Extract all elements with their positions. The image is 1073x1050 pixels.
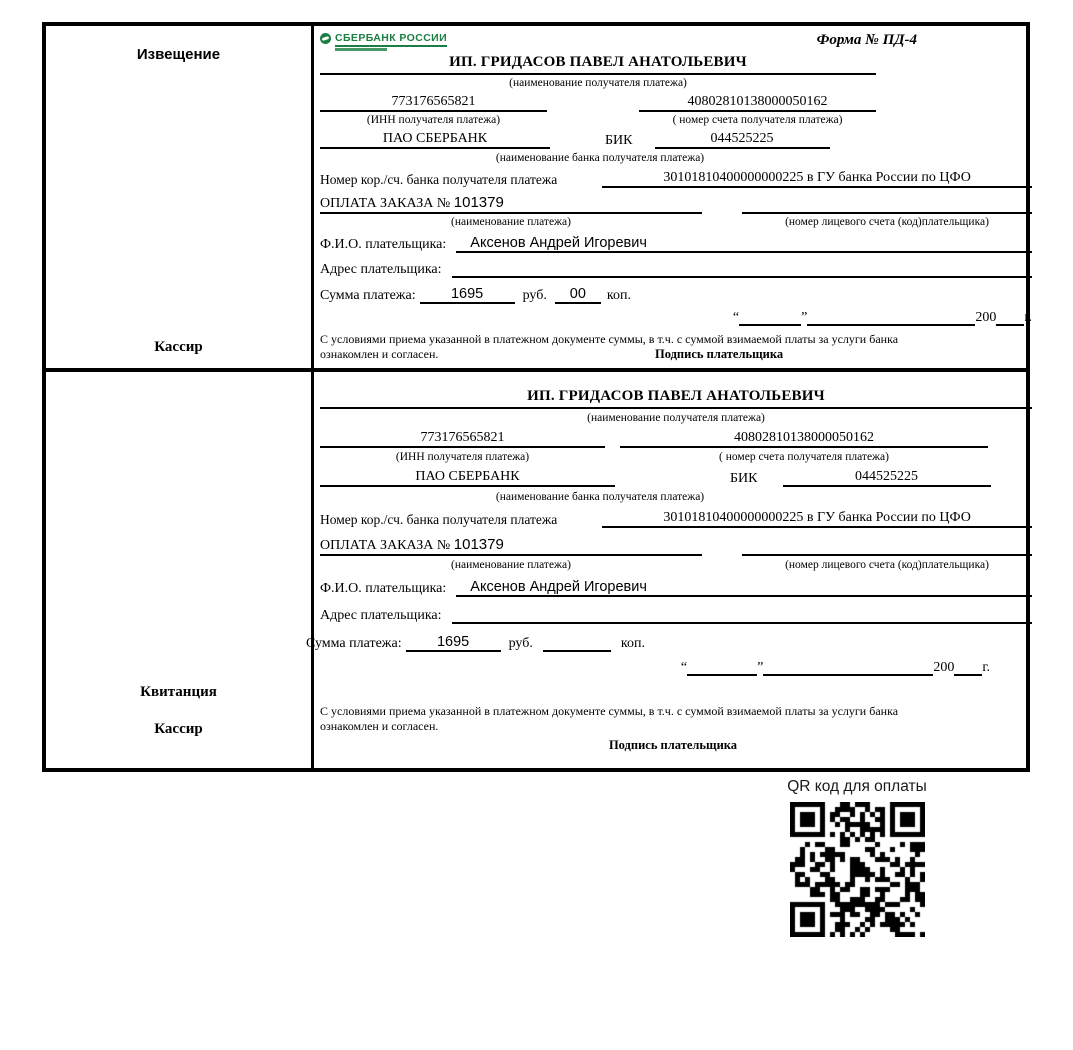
quote-close-2: ” bbox=[757, 660, 764, 675]
payer-name-label-2: Ф.И.О. плательщика: bbox=[320, 581, 447, 596]
amount-kop-value: 00 bbox=[555, 286, 601, 304]
notice-stub-label: Извещение bbox=[136, 46, 221, 63]
payment-name-hint-2: (наименование платежа) bbox=[451, 559, 571, 571]
payment-name-hint: (наименование платежа) bbox=[451, 216, 571, 228]
qr-code-icon bbox=[790, 802, 925, 937]
terms-line1: С условиями приема указанной в платежном документе суммы, в т.ч. с суммой взимаемой платы за услуги банка bbox=[320, 332, 899, 346]
year-prefix: 200 bbox=[975, 310, 997, 325]
date-year-blank bbox=[996, 310, 1024, 326]
qr-title: QR код для оплаты bbox=[787, 778, 927, 795]
payer-name-value-2: Аксенов Андрей Игоревич bbox=[456, 579, 1032, 597]
payer-address-blank-line bbox=[452, 261, 1032, 278]
receipt-content bbox=[306, 372, 1032, 768]
personal-account-hint: (номер лицевого счета (код)плательщика) bbox=[785, 216, 989, 228]
date-month-blank bbox=[807, 310, 975, 326]
date-line bbox=[320, 310, 1032, 326]
quote-open-2: “ bbox=[680, 660, 688, 675]
bank-name-value-2: ПАО СБЕРБАНК bbox=[320, 469, 615, 487]
qr-payment-block bbox=[786, 778, 928, 937]
payment-name-prefix-2: ОПЛАТА ЗАКАЗА № bbox=[320, 538, 451, 553]
kop-label: коп. bbox=[606, 288, 631, 303]
account-hint-2: ( номер счета получателя платежа) bbox=[719, 451, 889, 463]
personal-account-blank-line bbox=[742, 198, 1032, 214]
recipient-name-value-2: ИП. ГРИДАСОВ ПАВЕЛ АНАТОЛЬЕВИЧ bbox=[320, 388, 1032, 409]
inn-hint: (ИНН получателя платежа) bbox=[366, 114, 501, 126]
form-number-label: Форма № ПД-4 bbox=[816, 32, 917, 48]
cashier-label-2: Кассир bbox=[154, 721, 203, 737]
bank-name-value: ПАО СБЕРБАНК bbox=[320, 131, 550, 149]
sberbank-logo-icon bbox=[320, 33, 331, 44]
payer-signature-label: Подпись плательщика bbox=[655, 347, 784, 361]
kop-label-2: коп. bbox=[620, 636, 645, 651]
receipt-stub-cell bbox=[46, 372, 314, 768]
payer-address-label-2: Адрес плательщика: bbox=[320, 608, 442, 623]
payer-signature-label-2: Подпись плательщика bbox=[608, 738, 738, 752]
amount-kop-value-2 bbox=[543, 635, 611, 652]
bik-label: БИК bbox=[605, 133, 633, 148]
sberbank-logo-text: СБЕРБАНК РОССИИ bbox=[335, 32, 447, 47]
rub-label: руб. bbox=[522, 288, 547, 303]
year-prefix-2: 200 bbox=[933, 660, 955, 675]
corr-account-label: Номер кор./сч. банка получателя платежа bbox=[320, 172, 558, 187]
terms-line2: ознакомлен и согласен. bbox=[320, 347, 439, 361]
terms-text-2 bbox=[320, 704, 1032, 753]
pd4-payment-form bbox=[42, 22, 1030, 772]
payer-name-label: Ф.И.О. плательщика: bbox=[320, 237, 447, 252]
receipt-stub-label: Квитанция bbox=[140, 684, 217, 700]
terms-line2-2: ознакомлен и согласен. bbox=[320, 719, 439, 733]
personal-account-blank-line-2 bbox=[742, 540, 1032, 556]
bik-label-2: БИК bbox=[730, 471, 758, 486]
recipient-name-value: ИП. ГРИДАСОВ ПАВЕЛ АНАТОЛЬЕВИЧ bbox=[320, 54, 876, 75]
notice-section bbox=[46, 26, 1032, 372]
year-suffix: г. bbox=[1024, 310, 1032, 325]
rub-label-2: руб. bbox=[508, 636, 533, 651]
account-value-2: 40802810138000050162 bbox=[620, 430, 988, 448]
personal-account-hint-2: (номер лицевого счета (код)плательщика) bbox=[785, 559, 989, 571]
amount-rub-value-2: 1695 bbox=[406, 634, 501, 652]
corr-account-label-2: Номер кор./сч. банка получателя платежа bbox=[320, 512, 558, 527]
quote-close: ” bbox=[801, 310, 808, 325]
account-value: 40802810138000050162 bbox=[639, 94, 876, 112]
cashier-label: Кассир bbox=[154, 339, 203, 355]
date-day-blank bbox=[739, 310, 801, 326]
payer-name-value: Аксенов Андрей Игоревич bbox=[456, 235, 1032, 253]
bik-value-2: 044525225 bbox=[783, 469, 991, 487]
date-month-blank-2 bbox=[763, 660, 933, 676]
notice-content bbox=[314, 26, 1032, 368]
notice-stub-cell bbox=[46, 26, 314, 368]
bik-value: 044525225 bbox=[655, 131, 830, 149]
amount-label-2: Сумма платежа: bbox=[306, 636, 402, 651]
corr-account-value: 30101810400000000225 в ГУ банка России по ЦФО bbox=[602, 170, 1032, 188]
order-number-value-2: 101379 bbox=[453, 536, 504, 553]
order-number-value: 101379 bbox=[453, 194, 504, 211]
quote-open: “ bbox=[732, 310, 740, 325]
corr-account-value-2: 30101810400000000225 в ГУ банка России по ЦФО bbox=[602, 510, 1032, 528]
bank-name-hint-2: (наименование банка получателя платежа) bbox=[495, 491, 705, 503]
bank-name-hint: (наименование банка получателя платежа) bbox=[495, 152, 705, 164]
inn-hint-2: (ИНН получателя платежа) bbox=[395, 451, 530, 463]
terms-text bbox=[320, 332, 1032, 362]
recipient-name-hint-2: (наименование получателя платежа) bbox=[587, 412, 765, 424]
date-line-2 bbox=[320, 660, 1032, 676]
year-suffix-2: г. bbox=[982, 660, 990, 675]
date-year-blank-2 bbox=[954, 660, 982, 676]
sberbank-logo bbox=[320, 32, 447, 51]
payer-address-blank-line-2 bbox=[452, 607, 1032, 624]
recipient-name-hint: (наименование получателя платежа) bbox=[509, 77, 687, 89]
amount-rub-value: 1695 bbox=[420, 286, 515, 304]
account-hint: ( номер счета получателя платежа) bbox=[672, 114, 843, 126]
amount-label: Сумма платежа: bbox=[320, 288, 416, 303]
receipt-section bbox=[46, 372, 1026, 768]
inn-value-2: 773176565821 bbox=[320, 430, 605, 448]
payer-address-label: Адрес плательщика: bbox=[320, 262, 442, 277]
terms-line1-2: С условиями приема указанной в платежном документе суммы, в т.ч. с суммой взимаемой платы за услуги банка bbox=[320, 704, 899, 718]
sberbank-logo-tagline bbox=[335, 48, 387, 51]
date-day-blank-2 bbox=[687, 660, 757, 676]
inn-value: 773176565821 bbox=[320, 94, 547, 112]
payment-name-prefix: ОПЛАТА ЗАКАЗА № bbox=[320, 196, 451, 211]
